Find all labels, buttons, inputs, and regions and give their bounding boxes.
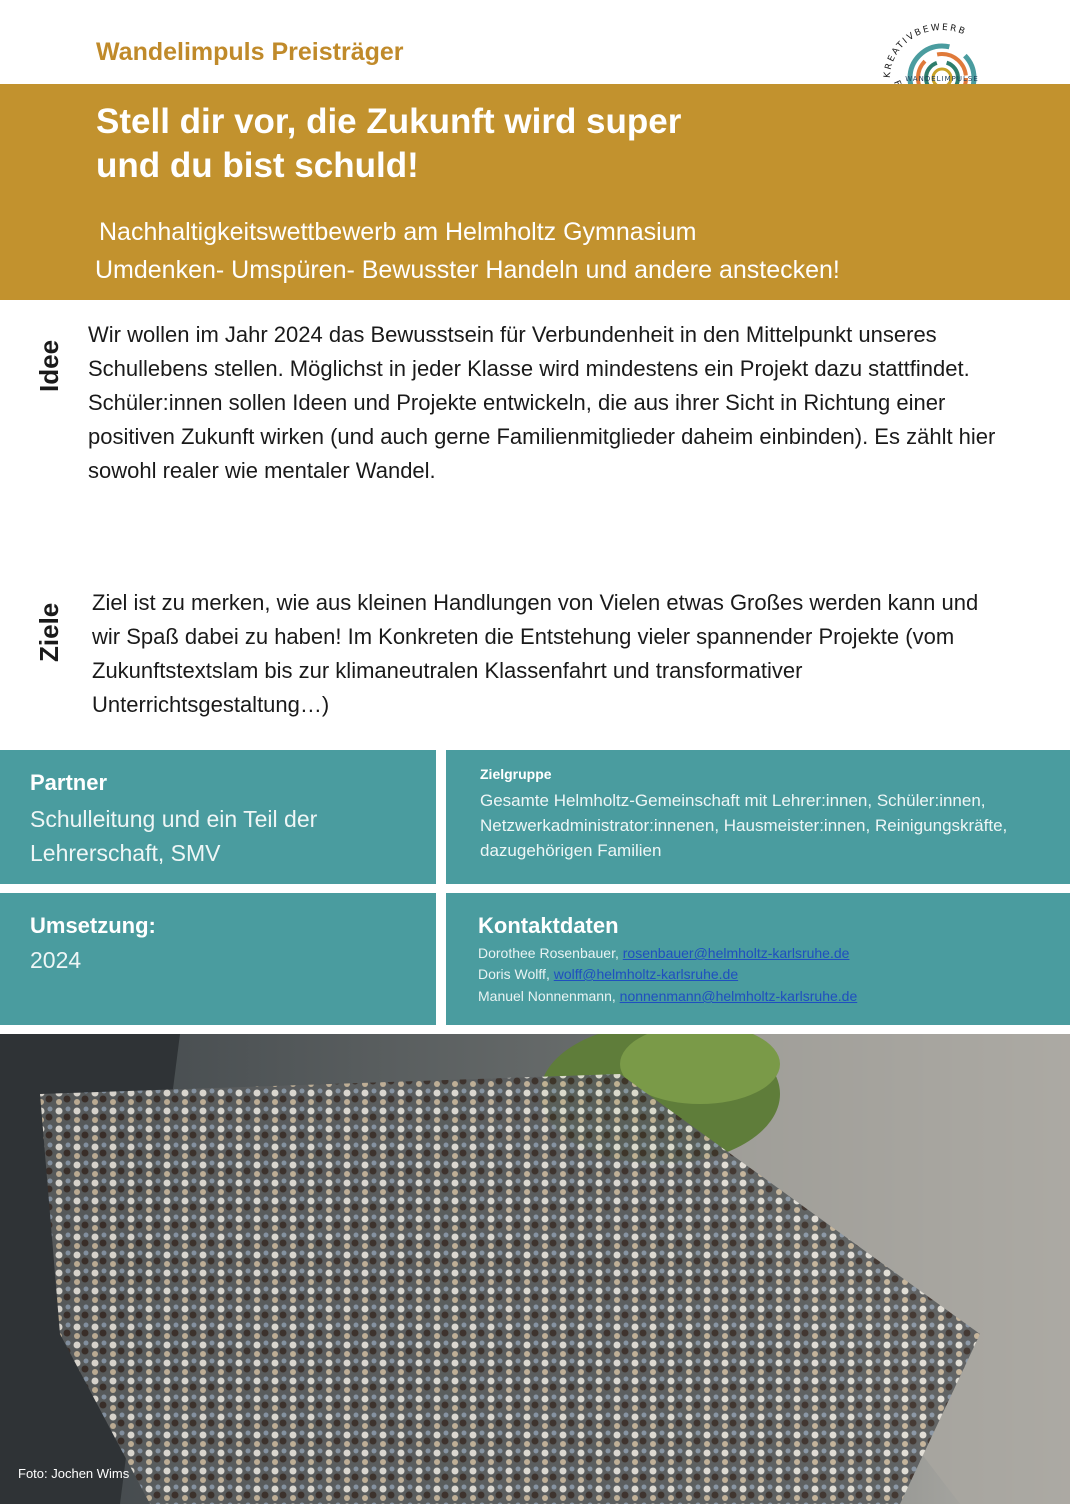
- contact-row: [478, 988, 857, 1004]
- target-group-text: Gesamte Helmholtz-Gemeinschaft mit Lehrer:innen, Schüler:innen, Netzwerkadministrator:innenen, Hausmeister:innen, Reinigungskräfte, dazugehörigen Familien: [480, 791, 1008, 860]
- contact-row: [478, 945, 849, 961]
- logo-arc-top: KREATIVBEWERB: [882, 22, 968, 79]
- target-group-box: [446, 750, 1070, 884]
- contact-email-link[interactable]: rosenbauer@helmholtz-karlsruhe.de: [622, 945, 850, 961]
- headline-line1: Stell dir vor, die Zukunft wird super: [96, 102, 682, 141]
- subtitle-line1: Nachhaltigkeitswettbewerb am Helmholtz Gymnasium: [99, 218, 697, 246]
- contact-title: Kontaktdaten: [478, 913, 619, 938]
- contact-email-link[interactable]: wolff@helmholtz-karlsruhe.de: [553, 966, 739, 982]
- partner-box: [0, 750, 436, 884]
- top-label: Wandelimpuls Preisträger: [96, 38, 404, 66]
- implementation-text: 2024: [30, 947, 82, 973]
- group-photo-illustration: [0, 1034, 1070, 1504]
- partner-text: Schulleitung und ein Teil der Lehrerschaft, SMV: [30, 806, 318, 866]
- idea-text: Wir wollen im Jahr 2024 das Bewusstsein für Verbundenheit in den Mittelpunkt unseres Schullebens stellen. Möglichst in jeder Klasse wird mindestens ein Projekt dazu stattfindet. Schüler:innen sollen Ideen und Projekte entwickeln, die aus ihrer Sicht in Richtung einer positiven Zukunft wirken (und auch gerne Familienmitglieder daheim einbinden). Es zählt hier sowohl realer wie mentaler Wandel.: [88, 322, 996, 483]
- group-photo: [0, 1034, 1070, 1504]
- implementation-box: [0, 893, 436, 1025]
- goals-text: Ziel ist zu merken, wie aus kleinen Handlungen von Vielen etwas Großes werden kann und wir Spaß dabei zu haben! Im Konkreten die Entstehung vieler spannender Projekte (vom Zukunftstextslam bis zur klimaneutralen Klassenfahrt und transformativer Unterrichtsgestaltung…): [92, 590, 979, 717]
- goals-label: Ziele: [34, 602, 64, 662]
- idea-label: Idee: [34, 339, 64, 392]
- contact-name: Doris Wolff,: [478, 966, 554, 982]
- contact-email-link[interactable]: nonnenmann@helmholtz-karlsruhe.de: [619, 988, 858, 1004]
- partner-title: Partner: [30, 770, 108, 795]
- contact-row: [478, 966, 738, 982]
- headline-line2: und du bist schuld!: [96, 146, 419, 185]
- contact-box: [446, 893, 1070, 1025]
- contact-name: Manuel Nonnenmann,: [478, 988, 620, 1004]
- logo-center-text: WANDELIMPULSE: [905, 75, 979, 83]
- contact-name: Dorothee Rosenbauer,: [478, 945, 623, 961]
- implementation-title: Umsetzung:: [30, 913, 156, 938]
- target-group-title: Zielgruppe: [480, 766, 552, 782]
- photo-credit: Foto: Jochen Wims: [18, 1466, 130, 1481]
- subtitle-line2: Umdenken- Umspüren- Bewusster Handeln und andere anstecken!: [95, 256, 840, 284]
- headline: [96, 100, 856, 188]
